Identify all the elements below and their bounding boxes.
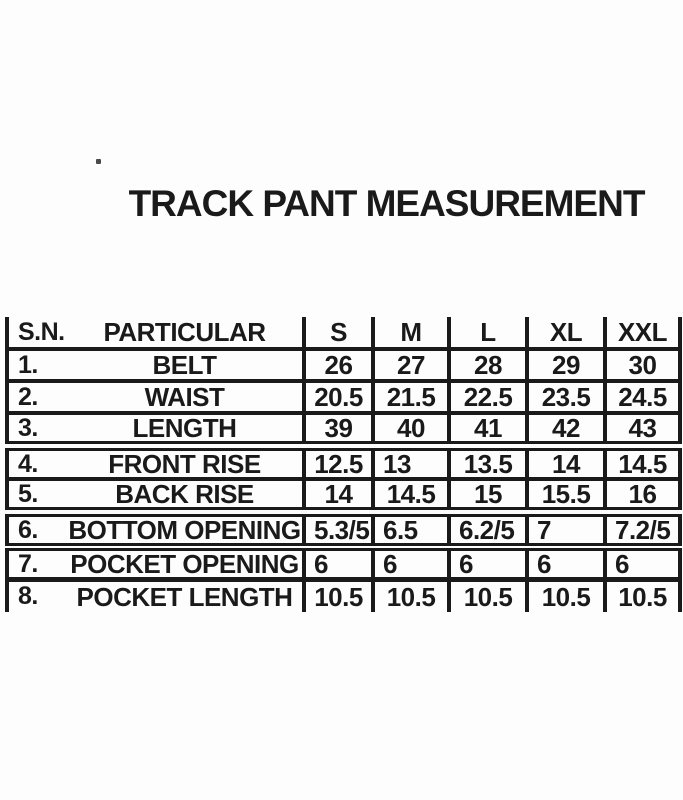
ink-speck [96,159,101,164]
value-cell-s: 10.5 [304,580,373,612]
value-cell-s: 20.5 [304,381,373,413]
particular-cell: BELT [67,349,304,381]
particular-cell: BACK RISE [67,479,304,512]
sn-cell: 6. [7,512,67,547]
value-cell-m: 6 [373,547,449,580]
value-cell-l: 6 [449,547,527,580]
value-cell-m: 6.5 [373,512,449,547]
particular-cell: BOTTOM OPENING [67,512,304,547]
value-cell-xl: 42 [527,413,605,446]
value-cell-l: 41 [449,413,527,446]
value-cell-xxl: 14.5 [605,446,680,479]
value-cell-xl: 14 [527,446,605,479]
sn-cell: 2. [7,381,67,413]
value-cell-m: 40 [373,413,449,446]
value-cell-l: 13.5 [449,446,527,479]
value-cell-l: 28 [449,349,527,381]
value-cell-s: 14 [304,479,373,512]
value-cell-xl: 29 [527,349,605,381]
value-cell-s: 6 [304,547,373,580]
header-row [7,317,680,349]
table-row-pocket-opening [7,547,680,580]
value-cell-xl: 10.5 [527,580,605,612]
value-cell-m: 27 [373,349,449,381]
particular-cell: LENGTH [67,413,304,446]
value-cell-m: 10.5 [373,580,449,612]
col-header-size-l: L [449,317,527,349]
value-cell-xxl: 6 [605,547,680,580]
value-cell-l: 6.2/5 [449,512,527,547]
table-row-pocket-length [7,580,680,612]
col-header-particular: PARTICULAR [67,317,304,349]
col-header-size-xxl: XXL [605,317,680,349]
particular-cell: POCKET LENGTH [76,581,293,612]
value-cell-m: 21.5 [373,381,449,413]
col-header-sn: S.N. [7,317,67,349]
value-cell-xl: 15.5 [527,479,605,512]
value-cell-xl: 23.5 [527,381,605,413]
value-cell-s: 5.3/5 [304,512,373,547]
value-cell-xxl: 24.5 [605,381,680,413]
particular-cell: FRONT RISE [67,446,304,479]
value-cell-xxl: 7.2/5 [605,512,680,547]
value-cell-xl: 7 [527,512,605,547]
col-header-size-m: M [373,317,449,349]
value-cell-s: 26 [304,349,373,381]
sn-cell: 4. [7,446,67,479]
value-cell-s: 39 [304,413,373,446]
value-cell-xxl: 16 [605,479,680,512]
sn-cell: 5. [7,479,67,512]
sn-cell: 1. [7,349,67,381]
particular-cell: WAIST [67,381,304,413]
col-header-size-s: S [304,317,373,349]
table-row-bottom-opening [7,512,680,547]
sn-cell: 7. [7,547,67,580]
sn-cell: 8. [7,580,67,612]
value-cell-m: 13 [373,446,449,479]
value-cell-xxl: 30 [605,349,680,381]
page-title: TRACK PANT MEASUREMENT [128,183,645,224]
table-row-length [7,413,680,446]
table-row-front-rise [7,446,680,479]
table-row-waist [7,381,680,413]
table-row-back-rise [7,479,680,512]
value-cell-l: 15 [449,479,527,512]
value-cell-m: 14.5 [373,479,449,512]
value-cell-s: 12.5 [304,446,373,479]
col-header-size-xl: XL [527,317,605,349]
value-cell-xxl: 43 [605,413,680,446]
value-cell-l: 22.5 [449,381,527,413]
value-cell-xxl: 10.5 [605,580,680,612]
value-cell-xl: 6 [527,547,605,580]
sn-cell: 3. [7,413,67,446]
table-row-belt [7,349,680,381]
value-cell-l: 10.5 [449,580,527,612]
particular-cell: POCKET OPENING [67,547,304,580]
measurement-table [5,317,682,612]
